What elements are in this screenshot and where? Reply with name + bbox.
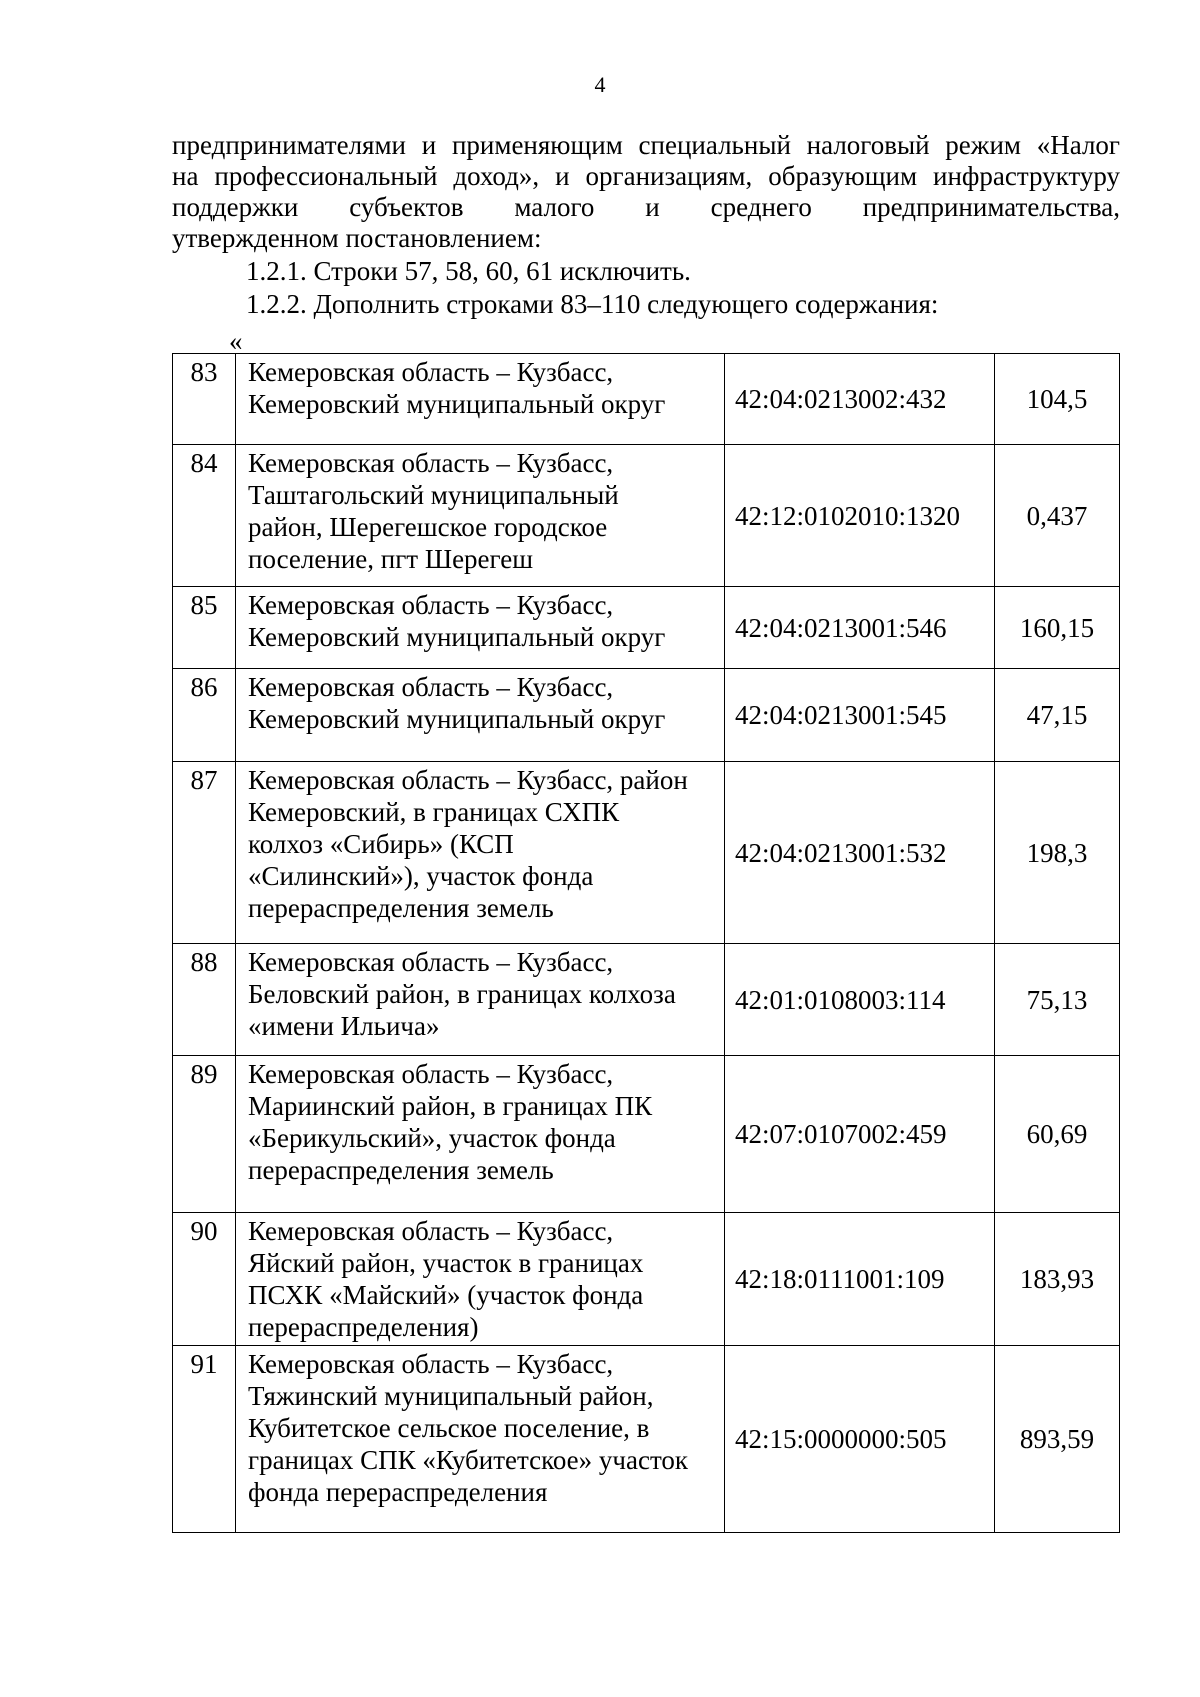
item-1-2-2: 1.2.2. Дополнить строками 83–110 следующего содержания: <box>246 289 939 319</box>
table-row <box>173 354 1120 445</box>
row-number: 85 <box>173 587 236 669</box>
cadastral-number: 42:15:0000000:505 <box>725 1346 995 1533</box>
address-line: Кемеровский муниципальный округ <box>248 704 666 734</box>
cadastral-number: 42:01:0108003:114 <box>725 944 995 1056</box>
address-line: фонда перераспределения <box>248 1477 548 1507</box>
address-line: Кемеровская область – Кузбасс, район <box>248 765 688 795</box>
address-line: Кемеровская область – Кузбасс, <box>248 357 614 387</box>
address-line: Таштагольский муниципальный <box>248 480 619 510</box>
address-line: Кемеровская область – Кузбасс, <box>248 672 614 702</box>
address-line: район, Шерегешское городское <box>248 512 608 542</box>
cadastral-number: 42:12:0102010:1320 <box>725 445 995 587</box>
intro-line-2: на профессиональный доход», и организациям, образующим инфраструктуру <box>172 161 1120 191</box>
intro-line-1: предпринимателями и применяющим специальный налоговый режим «Налог <box>172 130 1120 160</box>
address-line: колхоз «Сибирь» (КСП <box>248 829 514 859</box>
row-number: 90 <box>173 1213 236 1346</box>
address-cell <box>236 669 725 762</box>
address-line: Беловский район, в границах колхоза <box>248 979 676 1009</box>
cadastral-number: 42:07:0107002:459 <box>725 1056 995 1213</box>
area-value: 893,59 <box>995 1346 1120 1533</box>
address-cell <box>236 944 725 1056</box>
address-line: Кемеровский, в границах СХПК <box>248 797 620 827</box>
address-line: Кемеровская область – Кузбасс, <box>248 947 614 977</box>
area-value: 183,93 <box>995 1213 1120 1346</box>
row-number: 88 <box>173 944 236 1056</box>
address-line: Кемеровская область – Кузбасс, <box>248 1349 614 1379</box>
cadastral-number: 42:04:0213001:546 <box>725 587 995 669</box>
address-line: границах СПК «Кубитетское» участок <box>248 1445 689 1475</box>
row-number: 89 <box>173 1056 236 1213</box>
intro-line-4: утвержденном постановлением: <box>172 223 542 253</box>
address-line: поселение, пгт Шерегеш <box>248 544 534 574</box>
table-row <box>173 587 1120 669</box>
address-cell <box>236 587 725 669</box>
address-line: Кемеровский муниципальный округ <box>248 622 666 652</box>
intro-line-3: поддержки субъектов малого и среднего предпринимательства, <box>172 192 1120 222</box>
open-quote: « <box>229 326 243 356</box>
address-line: Кемеровская область – Кузбасс, <box>248 448 614 478</box>
cadastral-number: 42:04:0213001:532 <box>725 762 995 944</box>
address-cell <box>236 1213 725 1346</box>
address-cell <box>236 1056 725 1213</box>
page-number: 4 <box>594 72 606 97</box>
table-row <box>173 1056 1120 1213</box>
row-number: 84 <box>173 445 236 587</box>
address-line: «Силинский»), участок фонда <box>248 861 594 891</box>
row-number: 91 <box>173 1346 236 1533</box>
cadastral-number: 42:04:0213002:432 <box>725 354 995 445</box>
address-line: ПСХК «Майский» (участок фонда <box>248 1280 644 1310</box>
address-cell <box>236 445 725 587</box>
address-line: «имени Ильича» <box>248 1011 440 1041</box>
table-row <box>173 445 1120 587</box>
address-line: перераспределения земель <box>248 1155 554 1185</box>
cadastral-number: 42:04:0213001:545 <box>725 669 995 762</box>
land-plots-table <box>172 353 1120 1533</box>
address-cell <box>236 762 725 944</box>
cadastral-number: 42:18:0111001:109 <box>725 1213 995 1346</box>
area-value: 60,69 <box>995 1056 1120 1213</box>
address-line: Кемеровский муниципальный округ <box>248 389 666 419</box>
table-row <box>173 762 1120 944</box>
address-line: перераспределения) <box>248 1312 479 1342</box>
area-value: 47,15 <box>995 669 1120 762</box>
row-number: 87 <box>173 762 236 944</box>
table-row <box>173 669 1120 762</box>
row-number: 86 <box>173 669 236 762</box>
address-line: Кубитетское сельское поселение, в <box>248 1413 650 1443</box>
area-value: 104,5 <box>995 354 1120 445</box>
address-line: Тяжинский муниципальный район, <box>248 1381 654 1411</box>
table-row <box>173 1213 1120 1346</box>
address-line: «Берикульский», участок фонда <box>248 1123 616 1153</box>
address-line: Кемеровская область – Кузбасс, <box>248 590 614 620</box>
area-value: 75,13 <box>995 944 1120 1056</box>
row-number: 83 <box>173 354 236 445</box>
area-value: 198,3 <box>995 762 1120 944</box>
area-value: 160,15 <box>995 587 1120 669</box>
address-line: Мариинский район, в границах ПК <box>248 1091 653 1121</box>
address-line: перераспределения земель <box>248 893 554 923</box>
item-1-2-1: 1.2.1. Строки 57, 58, 60, 61 исключить. <box>246 256 691 286</box>
address-line: Яйский район, участок в границах <box>248 1248 644 1278</box>
table-row <box>173 1346 1120 1533</box>
address-cell <box>236 1346 725 1533</box>
area-value: 0,437 <box>995 445 1120 587</box>
table-row <box>173 944 1120 1056</box>
address-cell <box>236 354 725 445</box>
address-line: Кемеровская область – Кузбасс, <box>248 1059 614 1089</box>
address-line: Кемеровская область – Кузбасс, <box>248 1216 614 1246</box>
